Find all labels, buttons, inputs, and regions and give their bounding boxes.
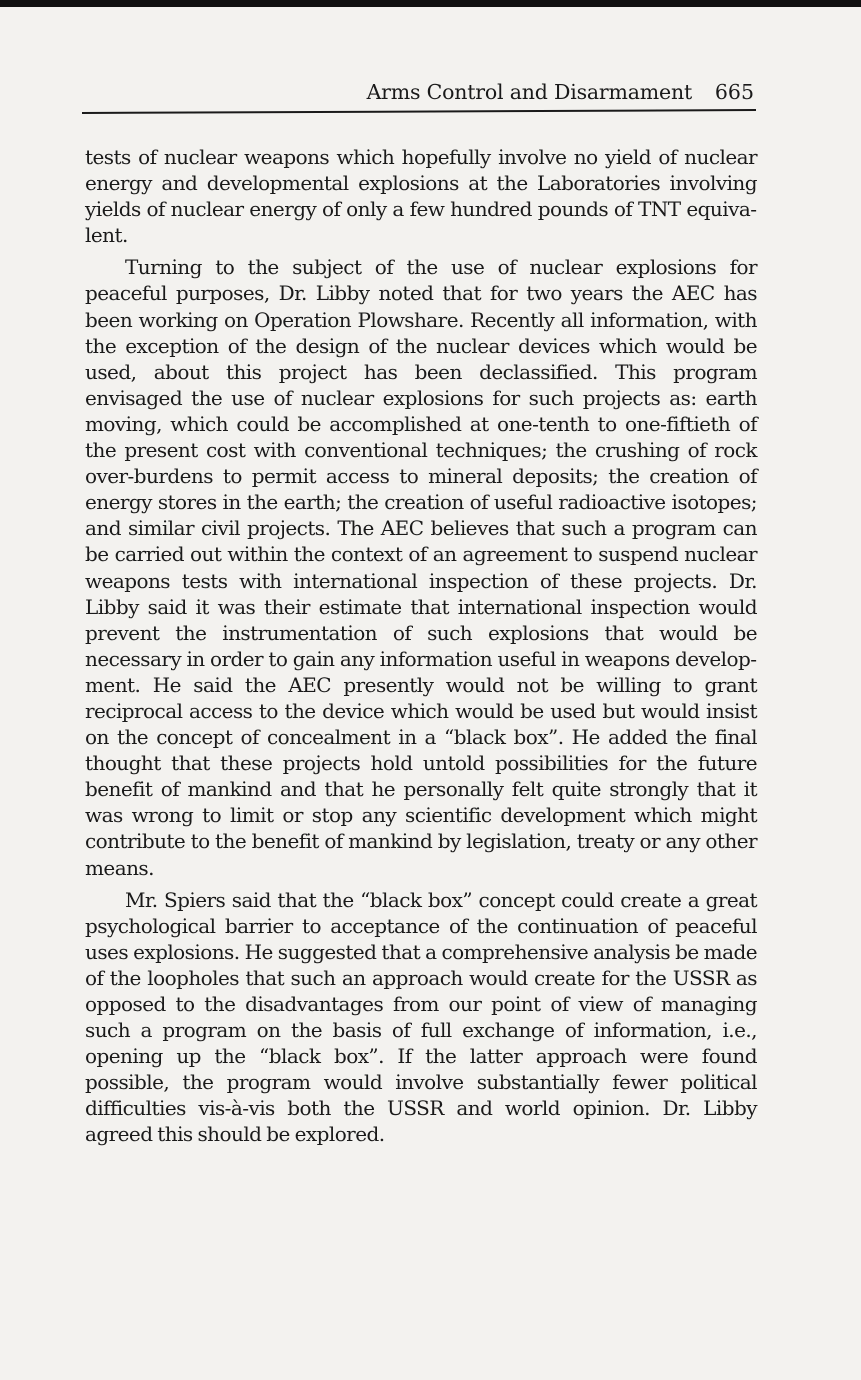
page-header bbox=[84, 78, 754, 108]
paragraph-3: Mr. Spiers said that the “black box” concept could create a great psychological barrier to acceptance of the continuation of peaceful uses explosions. He suggested that a comprehensive analysis be made of the loopholes that such an approach would create for the USSR as opposed to the disadvantages from our point of view of managing such a program on the basis of full exchange of information, i.e., opening up the “black box”. If the latter approach were found possible, the program would involve substantially fewer political difficulties vis-à-vis both the USSR and world opinion. Dr. Libby agreed this should be explored. bbox=[85, 887, 757, 1147]
paragraph-1: tests of nuclear weapons which hopefully involve no yield of nuclear energy and developmental explosions at the Laboratories involving yields of nuclear energy of only a few hundred pounds of TNT equivalent. bbox=[85, 145, 757, 248]
paragraph-2: Turning to the subject of the use of nuclear explosions for peaceful purposes, Dr. Libby noted that for two years the AEC has been working on Operation Plowshare. Recently all information, with the exception of the design of the nuclear devices which would be used, about this project has been declassified. This program envisaged the use of nuclear explosions for such projects as: earth moving, which could be accomplished at one-tenth to one-fiftieth of the present cost with conventional techniques; the crushing of rock over-burdens to permit access to mineral deposits; the creation of energy stores in the earth; the creation of useful radioactive isotopes; and similar civil projects. The AEC believes that such a program can be carried out within the context of an agreement to suspend nuclear weapons tests with international inspection of these projects. Dr. Libby said it was their estimate that international inspection would prevent the instrumentation of such explosions that would be necessary in order to gain any information useful in weapons development. He said the AEC presently would not be willing to grant reciprocal access to the device which would be used but would insist on the concept of concealment in a “black box”. He added the final thought that these projects hold untold possibilities for the future benefit of mankind and that he personally felt quite strongly that it was wrong to limit or stop any scientific development which might contribute to the benefit of mankind by legislation, treaty or any other means. bbox=[85, 255, 757, 880]
header-rule bbox=[82, 109, 756, 114]
body-text bbox=[85, 144, 757, 1154]
page-number: 665 bbox=[714, 80, 754, 104]
page-top-edge bbox=[0, 0, 861, 7]
running-head: Arms Control and Disarmament bbox=[366, 80, 692, 104]
